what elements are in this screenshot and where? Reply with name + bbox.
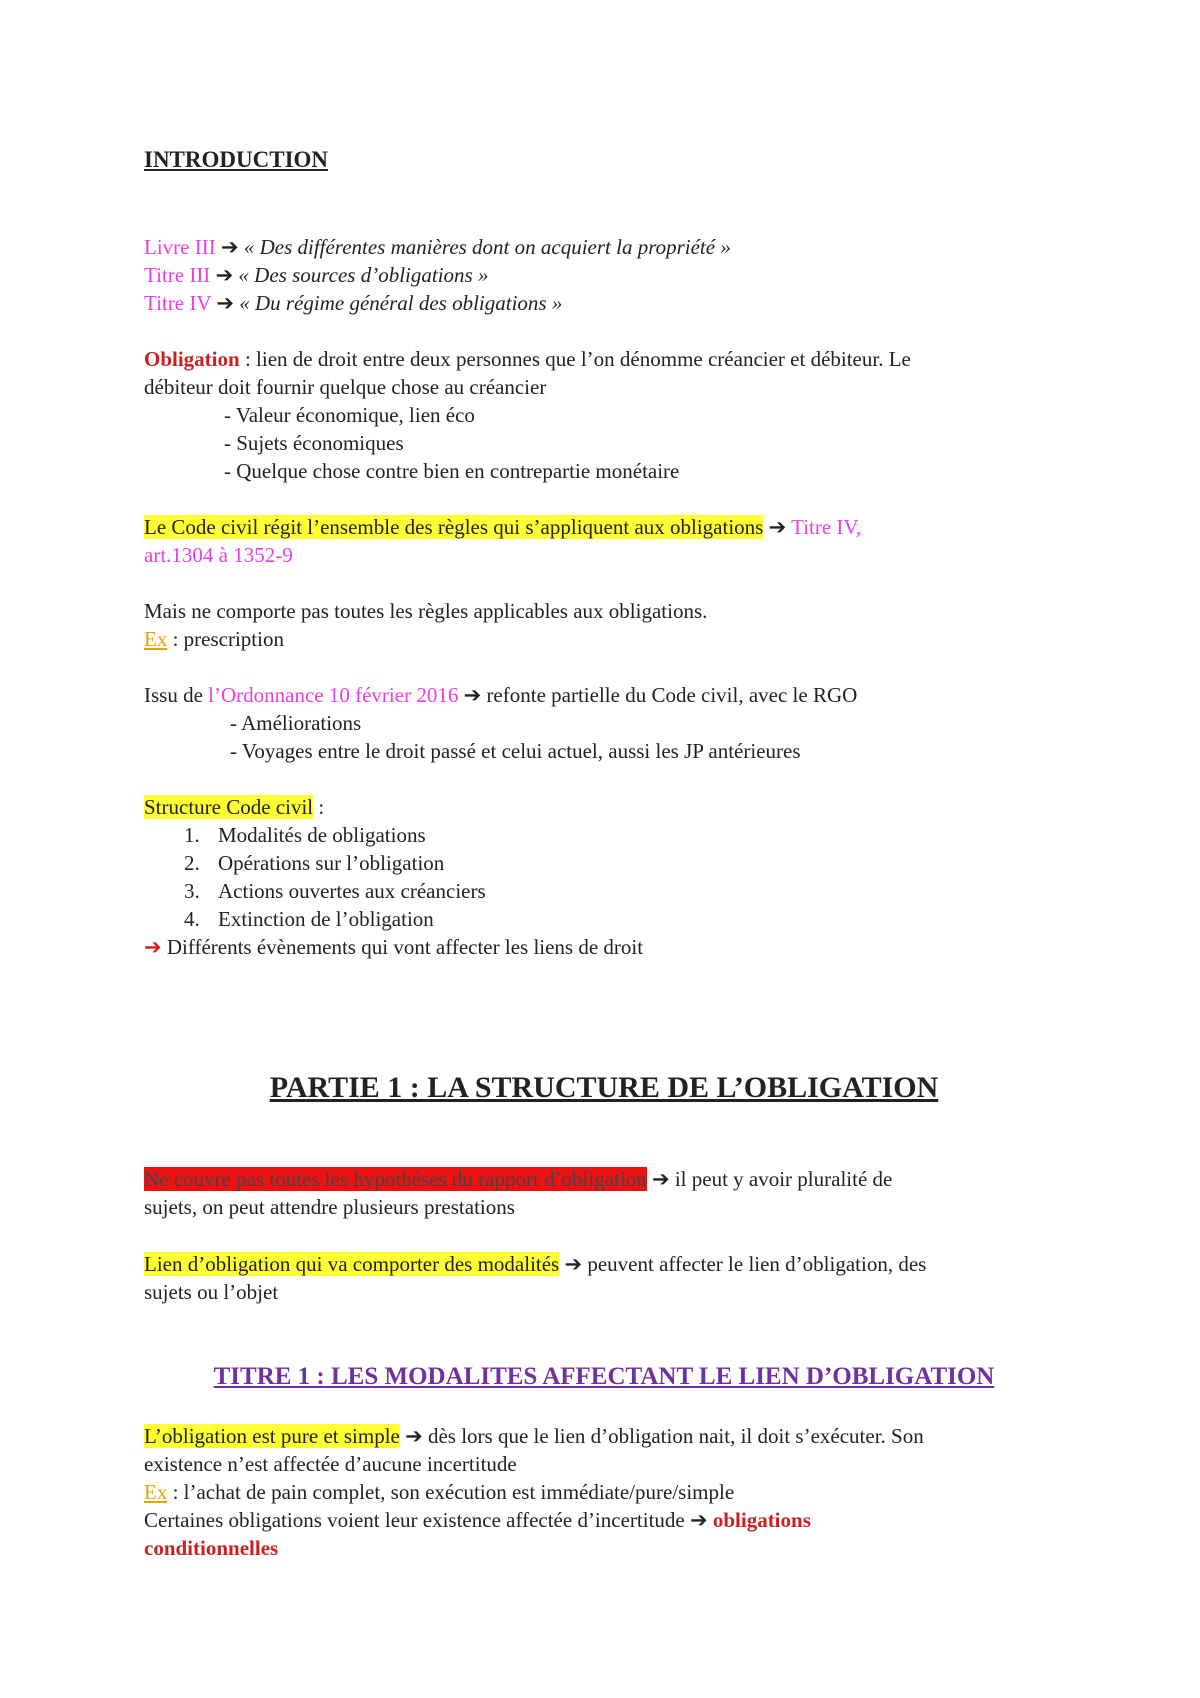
issu-paragraph: Issu de l’Ordonnance 10 février 2016 ➔ refonte partielle du Code civil, avec le RGO - Améliorations - Voyages entre le droit passé et celui actuel, aussi les JP antérieures: [144, 681, 1064, 765]
definition-term: Obligation: [144, 347, 240, 371]
book-references: [144, 233, 1064, 317]
arrow-icon: ➔: [768, 515, 787, 539]
arrow-icon: ➔: [220, 235, 239, 259]
code-civil-paragraph: Le Code civil régit l’ensemble des règles qui s’appliquent aux obligations ➔ Titre IV, art.1304 à 1352-9: [144, 515, 862, 567]
list-item: - Quelque chose contre bien en contrepartie monétaire: [224, 459, 680, 483]
list-item: - Voyages entre le droit passé et celui actuel, aussi les JP antérieures: [230, 739, 801, 763]
list-item: - Sujets économiques: [224, 431, 404, 455]
highlighted-text: L’obligation est pure et simple: [144, 1424, 400, 1448]
titre-1-paragraph: L’obligation est pure et simple ➔ dès lors que le lien d’obligation nait, il doit s’exécuter. Son existence n’est affectée d’aucune incertitude Ex : l’achat de pain complet, son exécution est immédiate/pure/simple Certaines obligations voient leur existence affectée d’incertitude ➔ obligations conditionnelles: [144, 1424, 924, 1560]
arrow-icon: ➔: [405, 1424, 423, 1448]
arrow-icon: ➔: [564, 1252, 583, 1276]
arrow-icon: ➔: [651, 1167, 670, 1191]
partie-1-paragraph-1: Ne couvre pas toutes les hypothèses du rapport d’obligation ➔ il peut y avoir pluralité de sujets, on peut attendre plusieurs prestations: [144, 1167, 893, 1219]
list-item: 1. Modalités de obligations: [184, 823, 426, 847]
partie-1-paragraph-2: Lien d’obligation qui va comporter des modalités ➔ peuvent affecter le lien d’obligation, des sujets ou l’objet: [144, 1252, 927, 1304]
arrow-icon: ➔: [463, 683, 482, 707]
highlighted-text: Ne couvre pas toutes les hypothèses du rapport d’obligation: [144, 1167, 647, 1191]
obligation-definition: Obligation : lien de droit entre deux personnes que l’on dénomme créancier et débiteur. Le débiteur doit fournir quelque chose au créancier - Valeur économique, lien éco - Sujets économiques - Quelque chose contre bien en contrepartie monétaire: [144, 345, 1064, 485]
list-item: 3. Actions ouvertes aux créanciers: [184, 879, 486, 903]
reference-line: Titre III ➔ « Des sources d’obligations »: [144, 263, 489, 287]
arrow-icon: ➔: [216, 291, 234, 315]
highlighted-text: Lien d’obligation qui va comporter des modalités: [144, 1252, 560, 1276]
list-item: - Valeur économique, lien éco: [224, 403, 475, 427]
introduction-heading: INTRODUCTION: [144, 147, 329, 172]
list-item: 2. Opérations sur l’obligation: [184, 851, 445, 875]
list-item: 4. Extinction de l’obligation: [184, 907, 434, 931]
arrow-icon: ➔: [215, 263, 234, 287]
titre-1-heading: TITRE 1 : LES MODALITES AFFECTANT LE LIEN D’OBLIGATION: [213, 1363, 995, 1390]
arrow-icon: ➔: [144, 935, 162, 959]
structure-code-civil: Structure Code civil : 1. Modalités de obligations 2. Opérations sur l’obligation 3. Actions ouvertes aux créanciers 4. Extinction de l’obligation ➔ Différents évènements qui vont affecter les liens de droit: [144, 793, 1064, 961]
example-label: Ex: [144, 1480, 168, 1504]
mais-paragraph: Mais ne comporte pas toutes les règles applicables aux obligations. Ex : prescription: [144, 599, 708, 651]
highlighted-text: Le Code civil régit l’ensemble des règles qui s’appliquent aux obligations: [144, 515, 764, 539]
reference-line: Livre III ➔ « Des différentes manières dont on acquiert la propriété »: [144, 235, 731, 259]
example-label: Ex: [144, 627, 168, 651]
partie-1-heading: PARTIE 1 : LA STRUCTURE DE L’OBLIGATION: [269, 1071, 939, 1104]
list-item: - Améliorations: [230, 711, 362, 735]
arrow-icon: ➔: [689, 1508, 708, 1532]
reference-line: Titre IV ➔ « Du régime général des obligations »: [144, 291, 563, 315]
structure-list: [144, 821, 1064, 933]
highlighted-text: Structure Code civil: [144, 795, 314, 819]
